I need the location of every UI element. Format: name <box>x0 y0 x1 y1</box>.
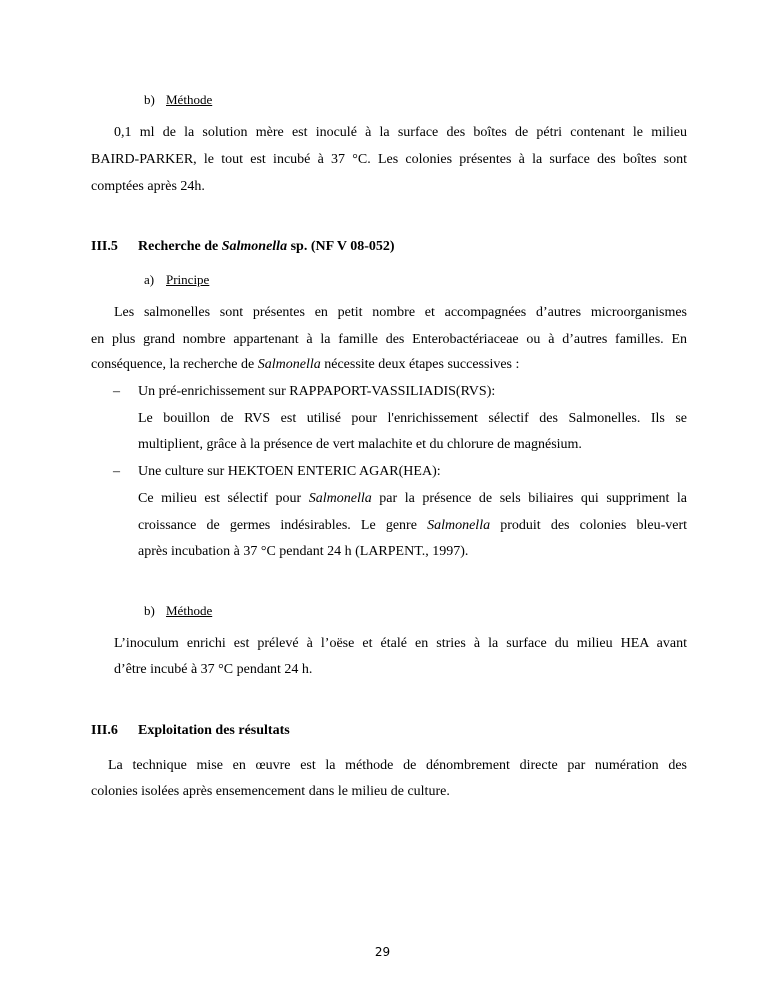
paragraph-line: en plus grand nombre appartenant à la famille des Enterobactériaceae ou à d’autres familles. En <box>91 332 687 347</box>
paragraph-line: d’être incubé à 37 °C pendant 24 h. <box>114 662 313 677</box>
paragraph-line: Les salmonelles sont présentes en petit nombre et accompagnées d’autres microorganismes <box>114 305 687 320</box>
subsection-label-methode-2 <box>144 602 212 620</box>
subsection-label-methode-1 <box>144 91 212 109</box>
bullet-dash: – <box>113 464 120 479</box>
paragraph-line: BAIRD-PARKER, le tout est incubé à 37 °C. Les colonies présentes à la surface des boîtes sont <box>91 152 687 167</box>
subsection-label-principe <box>144 271 209 289</box>
bullet-body-line <box>138 490 687 508</box>
subsection-title: Méthode <box>166 92 213 107</box>
section-heading-iii6 <box>91 722 290 740</box>
section-number: III.6 <box>91 723 118 738</box>
subsection-number: b) <box>144 92 155 107</box>
bullet-item-rvs <box>113 383 495 401</box>
text-run: conséquence, la recherche de <box>91 357 258 372</box>
text-run: nécessite deux étapes successives : <box>320 357 520 372</box>
section-number: III.5 <box>91 239 118 254</box>
bullet-body-line <box>138 517 687 535</box>
subsection-title: Principe <box>166 272 210 287</box>
italic-run: Salmonella <box>427 518 491 533</box>
bullet-item-hea <box>113 463 441 481</box>
bullet-title: Une culture sur HEKTOEN ENTERIC AGAR(HEA): <box>138 464 441 479</box>
section-heading-iii5 <box>91 238 395 256</box>
italic-run: Salmonella <box>308 491 372 506</box>
paragraph-line: La technique mise en œuvre est la méthode de dénombrement directe par numération des <box>108 758 687 773</box>
bullet-body-line: Le bouillon de RVS est utilisé pour l'enrichissement sélectif des Salmonelles. Ils se <box>138 411 687 426</box>
subsection-number: b) <box>144 603 155 618</box>
subsection-title: Méthode <box>166 603 213 618</box>
heading-title-italic: Salmonella <box>221 239 288 254</box>
text-run: Ce milieu est sélectif pour <box>138 491 309 506</box>
heading-title: Exploitation des résultats <box>138 723 290 738</box>
bullet-body-line: multiplient, grâce à la présence de vert malachite et du chlorure de magnésium. <box>138 437 582 452</box>
bullet-body-line: après incubation à 37 °C pendant 24 h (LARPENT., 1997). <box>138 544 469 559</box>
bullet-title: Un pré-enrichissement sur RAPPAPORT-VASSILIADIS(RVS): <box>138 384 496 399</box>
subsection-number: a) <box>144 272 155 287</box>
text-run: produit des colonies bleu-vert <box>490 518 687 533</box>
heading-title-prefix: Recherche de <box>138 239 222 254</box>
paragraph-line: comptées après 24h. <box>91 179 205 194</box>
paragraph-line <box>91 356 687 374</box>
paragraph-line: colonies isolées après ensemencement dans le milieu de culture. <box>91 784 450 799</box>
text-run: par la présence de sels biliaires qui suppriment la <box>371 491 687 506</box>
heading-title-suffix: sp. (NF V 08-052) <box>287 239 395 254</box>
paragraph-line: L’inoculum enrichi est prélevé à l’oëse et étalé en stries à la surface du milieu HEA avant <box>114 636 687 651</box>
text-run: croissance de germes indésirables. Le genre <box>138 518 428 533</box>
paragraph-line: 0,1 ml de la solution mère est inoculé à la surface des boîtes de pétri contenant le milieu <box>114 125 687 140</box>
italic-run: Salmonella <box>257 357 321 372</box>
page-number: 29 <box>374 945 391 959</box>
bullet-dash: – <box>113 384 120 399</box>
